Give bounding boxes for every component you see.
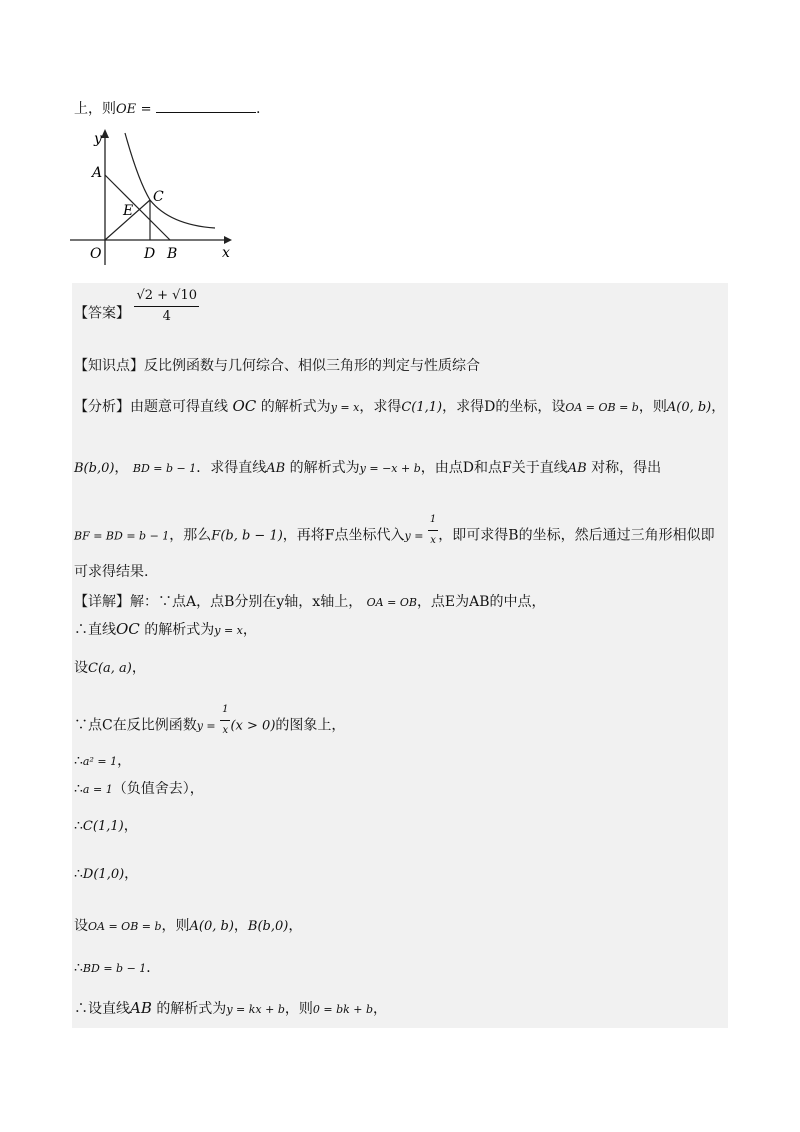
detail-line-4: ∵点C在反比例函数y = $\frac{1}{x}$ (x > 0)的图象上， bbox=[74, 710, 345, 741]
detail-line-8: ∴D(1,0)， bbox=[74, 866, 139, 882]
label-A: A bbox=[92, 165, 103, 181]
label-C: C bbox=[153, 189, 164, 205]
detail-fraction: $\frac{1}{x}$ bbox=[220, 700, 230, 741]
analysis-line-1: 【分析】由题意可得直线 OC 的解析式为y = x，求得C(1,1)，求得D的坐标，设OA = OB = b，则A(0, b)， bbox=[74, 397, 726, 415]
label-x: x bbox=[222, 245, 230, 261]
answer-blank bbox=[156, 98, 256, 113]
detail-line-3: 设C(a, a)， bbox=[74, 660, 146, 676]
label-D: D bbox=[144, 246, 156, 262]
detail-line-1: 【详解】解：∵点A，点B分别在y轴，x轴上， OA = OB，点E为AB的中点， bbox=[74, 594, 546, 610]
question-line: 上，则OE = . bbox=[74, 98, 260, 120]
detail-line-10: ∴BD = b − 1． bbox=[74, 960, 161, 976]
detail-line-6: ∴a = 1（负值舍去）， bbox=[74, 781, 204, 797]
label-y: y bbox=[94, 131, 102, 147]
analysis-fraction: $\frac{1}{x}$ bbox=[428, 510, 438, 551]
detail-line-11: ∴设直线AB 的解析式为y = kx + b，则0 = bk + b， bbox=[74, 999, 388, 1017]
label-B: B bbox=[167, 246, 178, 262]
detail-line-2: ∴直线OC 的解析式为y = x， bbox=[74, 620, 257, 638]
analysis-line-3: BF = BD = b − 1，那么F(b, b − 1)，再将F点坐标代入y = $\frac{1}{x}$ ，即可求得B的坐标，然后通过三角形相似即 bbox=[74, 520, 715, 551]
detail-line-9: 设OA = OB = b，则A(0, b)，B(b,0)， bbox=[74, 918, 303, 934]
answer-row: 【答案】 $\frac{√2 + √10}{4}$ bbox=[74, 300, 199, 327]
analysis-line-2: B(b,0)， BD = b − 1．求得直线AB 的解析式为y = −x + b，由点D和点F关于直线AB 对称，得出 bbox=[74, 460, 662, 476]
label-O: O bbox=[90, 246, 102, 262]
answer-fraction: $\frac{√2 + √10}{4}$ bbox=[134, 286, 199, 327]
detail-line-7: ∴C(1,1)， bbox=[74, 818, 138, 834]
geometry-figure bbox=[70, 125, 240, 265]
label-E: E bbox=[123, 203, 134, 219]
detail-line-5: ∴a² = 1， bbox=[74, 753, 132, 769]
knowledge-row: 【知识点】反比例函数与几何综合、相似三角形的判定与性质综合 bbox=[74, 358, 480, 374]
analysis-line-4: 可求得结果. bbox=[74, 564, 149, 580]
